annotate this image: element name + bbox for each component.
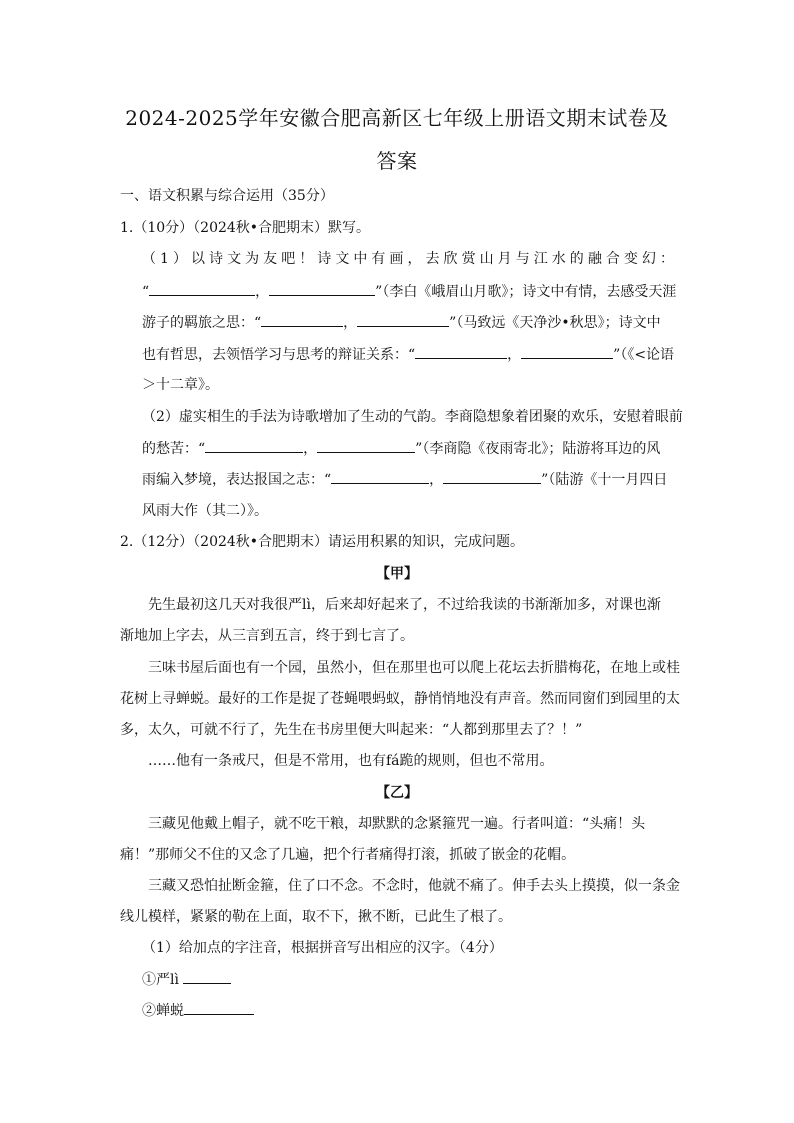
q1-part1-line4 [142, 344, 674, 365]
text-fragment: “ [142, 284, 150, 300]
text-fragment: ”（马致远《天净沙•秋思》；诗文中 [449, 315, 661, 331]
text-fragment: ， [255, 284, 270, 300]
passage-jia-heading: 【甲】 [376, 566, 418, 582]
q1-part1-line1: （1）以诗文为友吧！诗文中有画，去欣赏山月与江水的融合变幻： [142, 251, 674, 267]
answer-blank[interactable] [184, 1000, 254, 1015]
section-heading: 一、语文积累与综合运用（35分） [120, 188, 334, 204]
text-fragment: 的愁苦：“ [142, 441, 206, 457]
text-fragment: ， [507, 347, 522, 363]
jia-paragraph2-line1: 三味书屋后面也有一个园，虽然小，但在那里也可以爬上花坛去折腊梅花，在地上或桂 [148, 660, 680, 676]
text-fragment: 雨编入梦境，表达报国之志：“ [142, 472, 332, 488]
text-fragment: ， [429, 472, 444, 488]
q2-subquestion-1: （1）给加点的字注音，根据拼音写出相应的汉字。（4分） [142, 940, 503, 956]
yi-paragraph1-line2: 痛！”那师父不住的又念了几遍，把个行者痛得打滚，抓破了嵌金的花帽。 [120, 847, 576, 863]
answer-blank[interactable] [317, 438, 415, 453]
q1-part1-line3 [142, 312, 661, 333]
yi-paragraph1-line1: 三藏见他戴上帽子，就不吃干粮，却默默的念紧箍咒一遍。行者叫道：“头痛！头 [148, 816, 646, 832]
answer-blank[interactable] [521, 344, 613, 359]
answer-blank[interactable] [331, 469, 429, 484]
q2-item-1 [142, 969, 231, 990]
passage-yi-heading: 【乙】 [376, 785, 418, 801]
text-fragment: ”（李商隐《夜雨寄北》；陆游将耳边的风 [415, 441, 661, 457]
answer-blank[interactable] [205, 438, 303, 453]
question-1-stem: 1.（10分）（2024秋•合肥期末）默写。 [120, 220, 371, 236]
item-label: ①严lì [142, 972, 179, 988]
page-title-continued: 答案 [376, 149, 418, 173]
jia-paragraph2-line2: 花树上寻蝉蜕。最好的工作是捉了苍蝇喂蚂蚁，静悄悄地没有声音。然而同窗们到园里的太 [120, 691, 680, 707]
q1-part1-line5: ＞十二章》。 [142, 377, 219, 393]
text-fragment: ”（陆游《十一月四日 [541, 472, 668, 488]
text-fragment: ， [343, 315, 358, 331]
q1-part2-line3 [142, 469, 667, 490]
q2-item-2 [142, 1000, 254, 1021]
q1-part1-line2 [142, 281, 676, 302]
item-label: ②蝉蜕 [142, 1003, 184, 1019]
text-fragment: ”（李白《峨眉山月歌》；诗文中有情，去感受天涯 [375, 284, 677, 300]
answer-blank[interactable] [183, 969, 231, 984]
answer-blank[interactable] [269, 281, 375, 296]
jia-paragraph3: ……他有一条戒尺，但是不常用，也有fá跪的规则，但也不常用。 [148, 753, 554, 769]
answer-blank[interactable] [357, 312, 449, 327]
text-fragment: 也有哲思，去领悟学习与思考的辩证关系：“ [142, 347, 416, 363]
text-fragment: ， [303, 441, 318, 457]
answer-blank[interactable] [261, 312, 343, 327]
q1-part2-line1: （2）虚实相生的手法为诗歌增加了生动的气韵。李商隐想象着团聚的欢乐，安慰着眼前 [142, 409, 683, 425]
q1-part2-line2 [142, 438, 660, 459]
text-fragment: ”（《<论语 [613, 347, 675, 363]
answer-blank[interactable] [415, 344, 507, 359]
q1-part2-line4: 风雨大作（其二）》。 [142, 503, 268, 519]
yi-paragraph2-line2: 线儿模样，紧紧的勒在上面，取不下，揪不断，已此生了根了。 [120, 909, 512, 925]
jia-paragraph1-line1: 先生最初这几天对我很严lì，后来却好起来了，不过给我读的书渐渐加多，对课也渐 [148, 597, 661, 613]
page-title: 2024-2025学年安徽合肥高新区七年级上册语文期末试卷及 [125, 106, 669, 130]
jia-paragraph2-line3: 多，太久，可就不行了，先生在书房里便大叫起来：“人都到那里去了？！” [120, 722, 583, 738]
text-fragment: 游子的羁旅之思：“ [142, 315, 262, 331]
answer-blank[interactable] [443, 469, 541, 484]
answer-blank[interactable] [149, 281, 255, 296]
jia-paragraph1-line2: 渐地加上字去，从三言到五言，终于到七言了。 [120, 628, 414, 644]
question-2-stem: 2.（12分）（2024秋•合肥期末）请运用积累的知识，完成问题。 [120, 534, 525, 550]
yi-paragraph2-line1: 三藏又恐怕扯断金箍，住了口不念。不念时，他就不痛了。伸手去头上摸摸，似一条金 [148, 878, 680, 894]
